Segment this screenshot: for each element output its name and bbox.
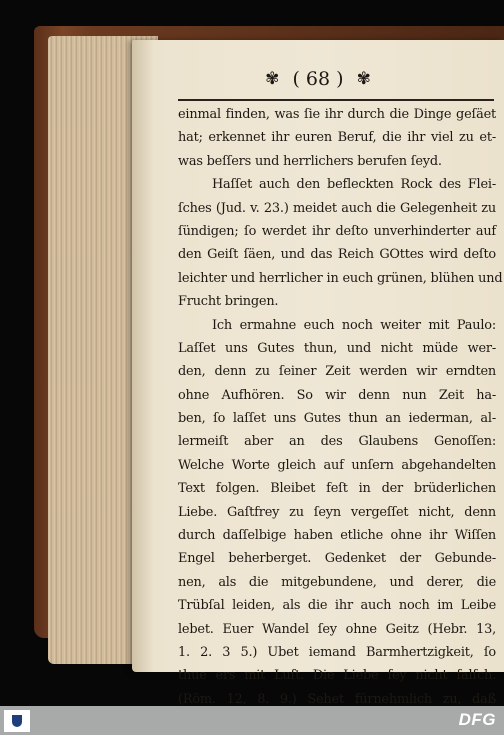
text-line: nen, als die mitgebundene, und derer, die: [178, 574, 496, 590]
footer-bar: [0, 706, 504, 735]
shield-icon: [12, 715, 22, 727]
text-line: Welche Worte gleich auf unſern abgehandelten: [178, 457, 496, 473]
text-line: lebet. Euer Wandel ſey ohne Geitz (Hebr. 13,: [178, 621, 496, 637]
text-line: leichter und herrlicher in euch grünen, blühen und: [178, 270, 503, 286]
page-header: [132, 68, 504, 94]
book-page: [132, 40, 504, 706]
text-line: Laſſet uns Gutes thun, und nicht müde wer-: [178, 340, 496, 356]
text-line: (Röm. 12, 8. 9.) Sehet fürnehmlich zu, daß: [178, 691, 496, 706]
flower-ornament-icon: ✾: [356, 69, 371, 89]
page-text: [178, 103, 503, 706]
text-line: Ich ermahne euch noch weiter mit Paulo:: [212, 317, 496, 333]
text-line: was beſſers und herrlichers berufen ſeyd.: [178, 153, 442, 169]
text-line: hat; erkennet ihr euren Beruf, die ihr viel zu et-: [178, 130, 496, 146]
text-line: einmal finden, was ſie ihr durch die Dinge geſäet: [178, 107, 496, 122]
text-line: Trübſal leiden, als die ihr auch noch im Leibe: [178, 598, 496, 614]
text-line: durch daſſelbige haben etliche ohne ihr Wiſſen: [178, 528, 496, 544]
text-line: thue ers mit Luſt. Die Liebe ſey nicht falſch.: [178, 668, 496, 684]
flower-ornament-icon: ✾: [265, 69, 280, 89]
text-line: den Geiſt ſäen, und das Reich GOttes wird deſto: [178, 247, 496, 263]
library-shield-icon[interactable]: [4, 710, 30, 732]
header-rule: [178, 99, 494, 101]
text-line: ben, ſo laſſet uns Gutes thun an iederman, al-: [178, 411, 496, 427]
text-line: 1. 2. 3 5.) Ubet iemand Barmhertzigkeit, ſo: [178, 644, 496, 660]
text-line: Haſſet auch den befleckten Rock des Flei-: [212, 177, 496, 193]
text-line: ſches (Jud. v. 23.) meidet auch die Gelegenheit zu: [178, 200, 496, 216]
text-line: Liebe. Gaſtfrey zu ſeyn vergeſſet nicht, denn: [178, 504, 496, 520]
dfg-logo[interactable]: DFG: [458, 710, 496, 729]
text-line: lermeiſt aber an des Glaubens Genoſſen:: [178, 434, 496, 450]
text-line: Engel beherberget. Gedenket der Gebunde-: [178, 551, 496, 567]
text-line: Text folgen. Bleibet feſt in der brüderlichen: [178, 481, 496, 497]
text-line: ohne Aufhören. So wir denn nun Zeit ha-: [178, 387, 496, 403]
text-line: ſündigen; ſo werdet ihr deſto unverhinderter auf: [178, 223, 496, 239]
page-number: ( 68 ): [292, 68, 344, 90]
text-line: den, denn zu ſeiner Zeit werden wir erndten: [178, 364, 496, 380]
text-line: Frucht bringen.: [178, 294, 279, 310]
